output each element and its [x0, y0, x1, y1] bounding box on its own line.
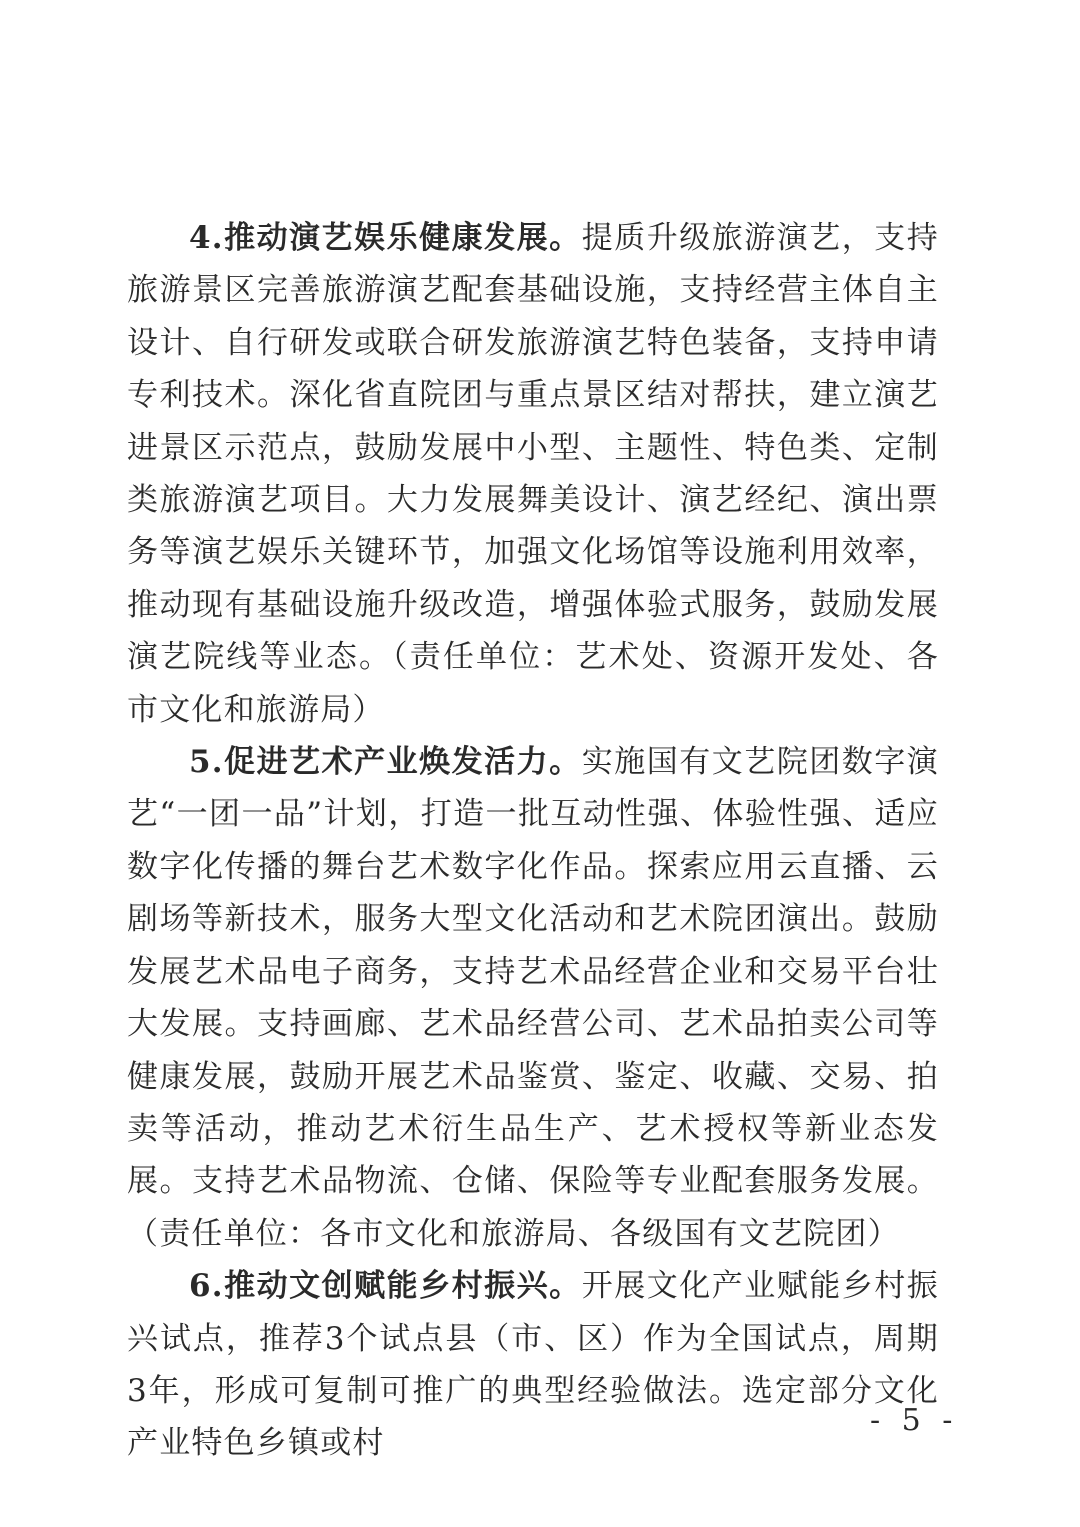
paragraph-5: [127, 736, 939, 1260]
paragraph-6: [127, 1260, 939, 1470]
page-number: - 5 -: [870, 1403, 959, 1438]
paragraph-6-text: 开展文化产业赋能乡村振兴试点，推荐3个试点县（市、区）作为全国试点，周期3年，形成可复制可推广的典型经验做法。选定部分文化产业特色乡镇或村: [127, 1268, 939, 1462]
document-body: [127, 212, 939, 1470]
paragraph-5-text: 实施国有文艺院团数字演艺“一团一品”计划，打造一批互动性强、体验性强、适应数字化传播的舞台艺术数字化作品。探索应用云直播、云剧场等新技术，服务大型文化活动和艺术院团演出。鼓励发展艺术品电子商务，支持艺术品经营企业和交易平台壮大发展。支持画廊、艺术品经营公司、艺术品拍卖公司等健康发展，鼓励开展艺术品鉴赏、鉴定、收藏、交易、拍卖等活动，推动艺术衍生品生产、艺术授权等新业态发展。支持艺术品物流、仓储、保险等专业配套服务发展。（责任单位：各市文化和旅游局、各级国有文艺院团）: [127, 744, 939, 1252]
paragraph-4: [127, 212, 939, 736]
paragraph-4-text: 提质升级旅游演艺，支持旅游景区完善旅游演艺配套基础设施，支持经营主体自主设计、自行研发或联合研发旅游演艺特色装备，支持申请专利技术。深化省直院团与重点景区结对帮扶，建立演艺进景区示范点，鼓励发展中小型、主题性、特色类、定制类旅游演艺项目。大力发展舞美设计、演艺经纪、演出票务等演艺娱乐关键环节，加强文化场馆等设施利用效率，推动现有基础设施升级改造，增强体验式服务，鼓励发展演艺院线等业态。（责任单位：艺术处、资源开发处、各市文化和旅游局）: [127, 220, 939, 728]
paragraph-5-heading: 5.促进艺术产业焕发活力。: [189, 744, 582, 781]
paragraph-4-heading: 4.推动演艺娱乐健康发展。: [189, 220, 582, 256]
paragraph-6-heading: 6.推动文创赋能乡村振兴。: [189, 1268, 582, 1305]
